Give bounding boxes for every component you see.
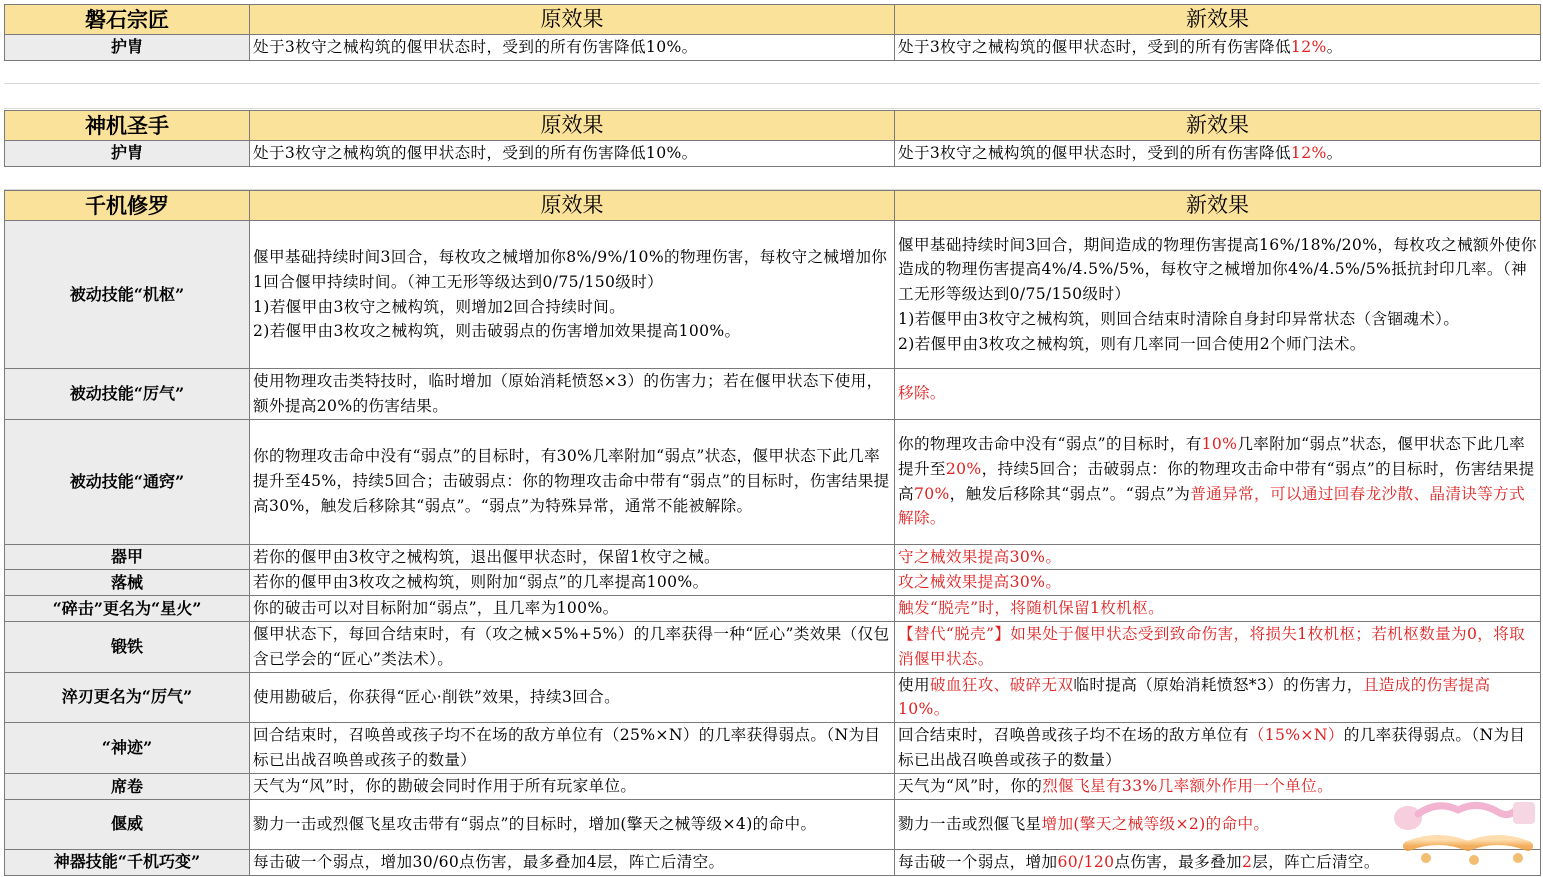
skill-name-cell: 器甲 — [5, 544, 250, 570]
table-row — [5, 723, 1541, 774]
text-segment: 天气为“风”时，你的 — [898, 777, 1043, 796]
new-effect-cell — [895, 596, 1541, 622]
skill-name-cell: 护胄 — [5, 35, 250, 61]
new-effect-cell — [895, 544, 1541, 570]
table-row — [5, 221, 1541, 369]
changed-text-segment: 破血狂攻、破碎无双 — [929, 675, 1074, 694]
table-row — [5, 849, 1541, 875]
changed-text-segment: 攻之械效果提高30%。 — [898, 573, 1062, 592]
section-title: 神机圣手 — [5, 111, 250, 141]
old-effect-cell: 偃甲基础持续时间3回合，每枚攻之械增加你8%/9%/10%的物理伤害，每枚守之械增加你1回合偃甲持续时间。（神工无形等级达到0/75/150级时） 1)若偃甲由3枚守之械构筑，则增加2回合持续时间。 2)若偃甲由3枚攻之械构筑，则击破弱点的伤害增加效果提高100%。 — [250, 221, 895, 369]
changed-text-segment: 守之械效果提高30%。 — [898, 547, 1062, 566]
text-segment: 每击破一个弱点，增加 — [898, 853, 1058, 872]
changed-text-segment: （15%×N） — [1248, 726, 1344, 745]
new-effect-cell — [895, 35, 1541, 61]
text-segment: 勠力一击或烈偃飞星 — [898, 815, 1042, 834]
text-segment: 几率附加“弱点”状态，偃甲状态下此几率提升至 — [898, 435, 1526, 478]
text-segment: 层，阵亡后清空。 — [1252, 853, 1380, 872]
new-effect-cell — [895, 621, 1541, 672]
text-segment: ，持续5回合；击破弱点：你的物理攻击命中带有“弱点”的目标时，伤害结果提高 — [898, 459, 1535, 503]
changed-text-segment: 2 — [1241, 853, 1253, 872]
section-title: 千机修罗 — [5, 191, 250, 221]
old-effect-cell: 勠力一击或烈偃飞星攻击带有“弱点”的目标时，增加(擎天之械等级×4)的命中。 — [250, 799, 895, 849]
table-row — [5, 544, 1541, 570]
skill-name-cell: “碎击”更名为“星火” — [5, 596, 250, 622]
changed-text-segment: 普通异常，可以通过回春龙沙散、晶清诀等方式解除。 — [898, 484, 1526, 528]
changed-text-segment: 60/120 — [1057, 853, 1115, 872]
old-effect-cell: 若你的偃甲由3枚守之械构筑，退出偃甲状态时，保留1枚守之械。 — [250, 544, 895, 570]
skill-name-cell: 偃威 — [5, 799, 250, 849]
changed-text-segment: 增加(擎天之械等级×2)的命中。 — [1041, 815, 1270, 834]
new-effect-cell — [895, 849, 1541, 875]
new-effect-cell — [895, 799, 1541, 849]
blank-row — [4, 59, 1540, 84]
skill-name-cell: 席卷 — [5, 774, 250, 800]
table-row — [5, 672, 1541, 723]
column-header-old: 原效果 — [250, 191, 895, 221]
text-segment: 偃甲基础持续时间3回合，期间造成的物理伤害提高16%/18%/20%，每枚攻之械额外使你造成的物理伤害提高4%/4.5%/5%，每枚守之械增加你4%/4.5%/5%抵抗封印几率。（神工无形等级达到0/75/150级时） 1)若偃甲由3枚守之械构筑，则回合结束时清除自身封印异常状态（含锢魂术）。 2)若偃甲由3枚攻之械构筑，则有几率同一回合使用2个师门法术。 — [898, 235, 1537, 353]
text-segment: 处于3枚守之械构筑的偃甲状态时，受到的所有伤害降低 — [898, 144, 1291, 162]
text-segment: 。 — [1326, 144, 1343, 162]
section-table-qian-ji — [4, 190, 1541, 876]
text-segment: 点伤害，最多叠加 — [1114, 853, 1242, 872]
table-row — [5, 419, 1541, 544]
text-segment: 的几率获得弱点。（N为目标已出战召唤兽或孩子的数量） — [898, 726, 1526, 770]
table-row — [5, 774, 1541, 800]
skill-name-cell: 护胄 — [5, 141, 250, 167]
table-row — [5, 35, 1541, 61]
text-segment: 你的物理攻击命中没有“弱点”的目标时，有 — [898, 435, 1202, 453]
blank-row — [4, 165, 1540, 190]
old-effect-cell: 使用勘破后，你获得“匠心·削铁”效果，持续3回合。 — [250, 672, 895, 723]
table-row — [5, 799, 1541, 849]
old-effect-cell: 天气为“风”时，你的勘破会同时作用于所有玩家单位。 — [250, 774, 895, 800]
section-table-shen-ji — [4, 110, 1541, 167]
new-effect-cell — [895, 570, 1541, 596]
old-effect-cell: 你的物理攻击命中没有“弱点”的目标时，有30%几率附加“弱点”状态，偃甲状态下此几率提升至45%，持续5回合；击破弱点：你的物理攻击命中带有“弱点”的目标时，伤害结果提高30%，触发后移除其“弱点”。“弱点”为特殊异常，通常不能被解除。 — [250, 419, 895, 544]
text-segment: 使用 — [898, 675, 930, 694]
text-segment: ，触发后移除其“弱点”。“弱点”为 — [949, 484, 1191, 503]
changed-text-segment: 70% — [913, 484, 950, 503]
old-effect-cell: 每击破一个弱点，增加30/60点伤害，最多叠加4层，阵亡后清空。 — [250, 849, 895, 875]
changed-text-segment: 且造成的伤害提高10%。 — [898, 675, 1491, 719]
text-segment: 。 — [1326, 38, 1343, 56]
table-row — [5, 369, 1541, 420]
changed-text-segment: 10% — [1201, 435, 1238, 453]
changed-text-segment: 触发“脱壳”时，将随机保留1枚机枢。 — [898, 599, 1165, 618]
new-effect-cell — [895, 141, 1541, 167]
old-effect-cell: 偃甲状态下，每回合结束时，有（攻之械×5%+5%）的几率获得一种“匠心”类效果（仅包含已学会的“匠心”类法术）。 — [250, 621, 895, 672]
column-header-new: 新效果 — [895, 5, 1541, 35]
table-row — [5, 621, 1541, 672]
old-effect-cell: 你的破击可以对目标附加“弱点”，且几率为100%。 — [250, 596, 895, 622]
skill-name-cell: 神器技能“千机巧变” — [5, 849, 250, 875]
section-title: 磐石宗匠 — [5, 5, 250, 35]
text-segment: 临时提高（原始消耗愤怒*3）的伤害力， — [1073, 675, 1363, 694]
new-effect-cell — [895, 723, 1541, 774]
new-effect-cell — [895, 221, 1541, 369]
old-effect-cell: 使用物理攻击类特技时，临时增加（原始消耗愤怒×3）的伤害力；若在偃甲状态下使用，额外提高20%的伤害结果。 — [250, 369, 895, 420]
skill-name-cell: 淬刃更名为“厉气” — [5, 672, 250, 723]
new-effect-cell — [895, 419, 1541, 544]
skill-name-cell: 被动技能“机枢” — [5, 221, 250, 369]
skill-name-cell: 落械 — [5, 570, 250, 596]
section-table-pan-shi — [4, 4, 1541, 61]
changed-text-segment: 12% — [1290, 144, 1327, 162]
skill-name-cell: “神迹” — [5, 723, 250, 774]
skill-name-cell: 被动技能“厉气” — [5, 369, 250, 420]
new-effect-cell — [895, 672, 1541, 723]
skill-name-cell: 锻铁 — [5, 621, 250, 672]
column-header-old: 原效果 — [250, 111, 895, 141]
column-header-new: 新效果 — [895, 191, 1541, 221]
changed-text-segment: 12% — [1290, 38, 1327, 56]
changed-text-segment: 20% — [945, 459, 982, 478]
new-effect-cell — [895, 774, 1541, 800]
table-row — [5, 570, 1541, 596]
blank-row — [4, 84, 1540, 109]
column-header-new: 新效果 — [895, 111, 1541, 141]
text-segment: 处于3枚守之械构筑的偃甲状态时，受到的所有伤害降低 — [898, 38, 1291, 56]
table-row — [5, 596, 1541, 622]
old-effect-cell: 处于3枚守之械构筑的偃甲状态时，受到的所有伤害降低10%。 — [250, 141, 895, 167]
changed-text-segment: 【替代“脱壳”】如果处于偃甲状态受到致命伤害，将损失1枚机枢；若机枢数量为0，将取消偃甲状态。 — [898, 624, 1526, 668]
table-row — [5, 141, 1541, 167]
column-header-old: 原效果 — [250, 5, 895, 35]
changed-text-segment: 移除。 — [898, 384, 946, 403]
section-header-row — [5, 191, 1541, 221]
old-effect-cell: 若你的偃甲由3枚攻之械构筑，则附加“弱点”的几率提高100%。 — [250, 570, 895, 596]
old-effect-cell: 回合结束时，召唤兽或孩子均不在场的敌方单位有（25%×N）的几率获得弱点。（N为目标已出战召唤兽或孩子的数量） — [250, 723, 895, 774]
new-effect-cell — [895, 369, 1541, 420]
old-effect-cell: 处于3枚守之械构筑的偃甲状态时，受到的所有伤害降低10%。 — [250, 35, 895, 61]
section-header-row — [5, 111, 1541, 141]
skill-name-cell: 被动技能“通窍” — [5, 419, 250, 544]
section-header-row — [5, 5, 1541, 35]
changed-text-segment: 烈偃飞星有33%几率额外作用一个单位。 — [1042, 777, 1334, 796]
text-segment: 回合结束时，召唤兽或孩子均不在场的敌方单位有 — [898, 726, 1249, 745]
